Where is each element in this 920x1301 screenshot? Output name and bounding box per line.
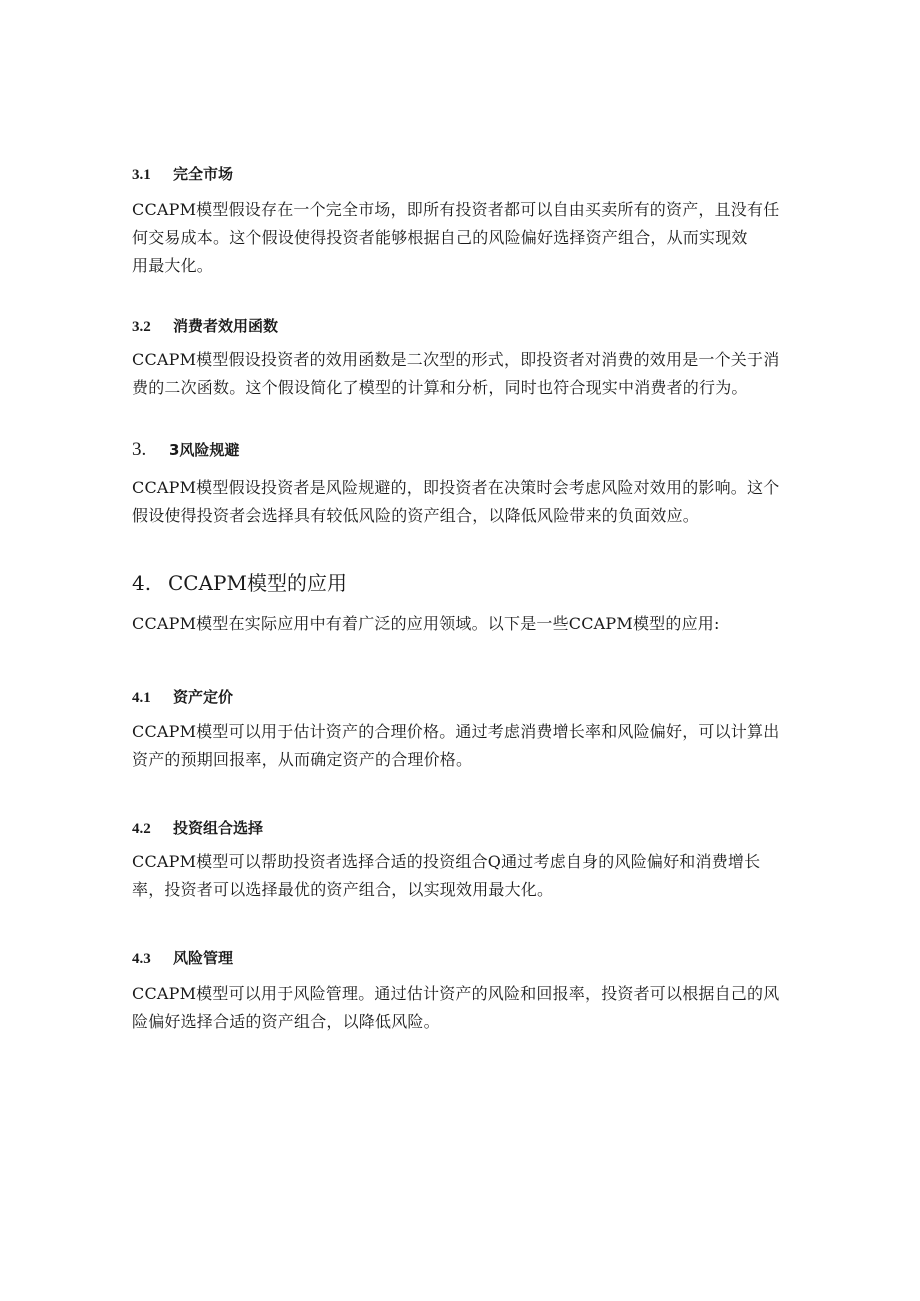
paragraph-line: 率，投资者可以选择最优的资产组合，以实现效用最大化。 (132, 880, 554, 899)
section-heading-4-1 (132, 687, 233, 708)
paragraph-4-intro (132, 610, 792, 638)
section-heading-3-2 (132, 316, 278, 337)
section-title: 资产定价 (173, 688, 234, 706)
paragraph-4-3 (132, 980, 792, 1036)
paragraph-line: CCAPM模型假设存在一个完全市场，即所有投资者都可以自由买卖所有的资产，且没有任 (132, 200, 780, 219)
section-number: 4.3 (132, 951, 151, 967)
paragraph-line: CCAPM模型假设投资者的效用函数是二次型的形式，即投资者对消费的效用是一个关于消 (132, 350, 780, 369)
paragraph-line: CCAPM模型假设投资者是风险规避的，即投资者在决策时会考虑风险对效用的影响。这个 (132, 478, 780, 497)
paragraph-line: 假设使得投资者会选择具有较低风险的资产组合，以降低风险带来的负面效应。 (132, 506, 700, 525)
paragraph-4-1 (132, 718, 792, 774)
chapter-title: CCAPM模型的应用 (168, 571, 347, 595)
section-heading-3-3 (132, 440, 239, 460)
section-title: 投资组合选择 (173, 819, 264, 837)
section-heading-3-1 (132, 164, 233, 185)
section-title: 消费者效用函数 (173, 317, 279, 335)
paragraph-line: 资产的预期回报率，从而确定资产的合理价格。 (132, 750, 473, 769)
paragraph-line: CCAPM模型在实际应用中有着广泛的应用领域。以下是一些CCAPM模型的应用: (132, 614, 720, 633)
section-number: 3.1 (132, 167, 151, 183)
paragraph-line: CCAPM模型可以帮助投资者选择合适的投资组合Q通过考虑自身的风险偏好和消费增长 (132, 852, 761, 871)
section-title: 完全市场 (173, 165, 234, 183)
section-title: 3风险规避 (169, 441, 240, 459)
section-number: 4.2 (132, 821, 151, 837)
paragraph-line: CCAPM模型可以用于风险管理。通过估计资产的风险和回报率，投资者可以根据自己的风 (132, 984, 780, 1003)
chapter-number: 4. (132, 571, 152, 595)
paragraph-line: 何交易成本。这个假设使得投资者能够根据自己的风险偏好选择资产组合，从而实现效 (132, 228, 748, 247)
section-heading-4-3 (132, 948, 233, 969)
paragraph-line: 费的二次函数。这个假设简化了模型的计算和分析，同时也符合现实中消费者的行为。 (132, 378, 748, 397)
section-number: 3. (132, 439, 147, 460)
paragraph-line: 用最大化。 (132, 256, 214, 275)
paragraph-3-2 (132, 346, 792, 402)
paragraph-3-1 (132, 196, 792, 280)
section-title: 风险管理 (173, 949, 234, 967)
section-number: 3.2 (132, 319, 151, 335)
section-heading-4-2 (132, 818, 263, 839)
chapter-heading-4 (132, 570, 347, 596)
section-number: 4.1 (132, 690, 151, 706)
paragraph-line: 险偏好选择合适的资产组合，以降低风险。 (132, 1012, 440, 1031)
paragraph-line: CCAPM模型可以用于估计资产的合理价格。通过考虑消费增长率和风险偏好，可以计算出 (132, 722, 780, 741)
paragraph-3-3 (132, 474, 792, 530)
paragraph-4-2 (132, 848, 792, 904)
